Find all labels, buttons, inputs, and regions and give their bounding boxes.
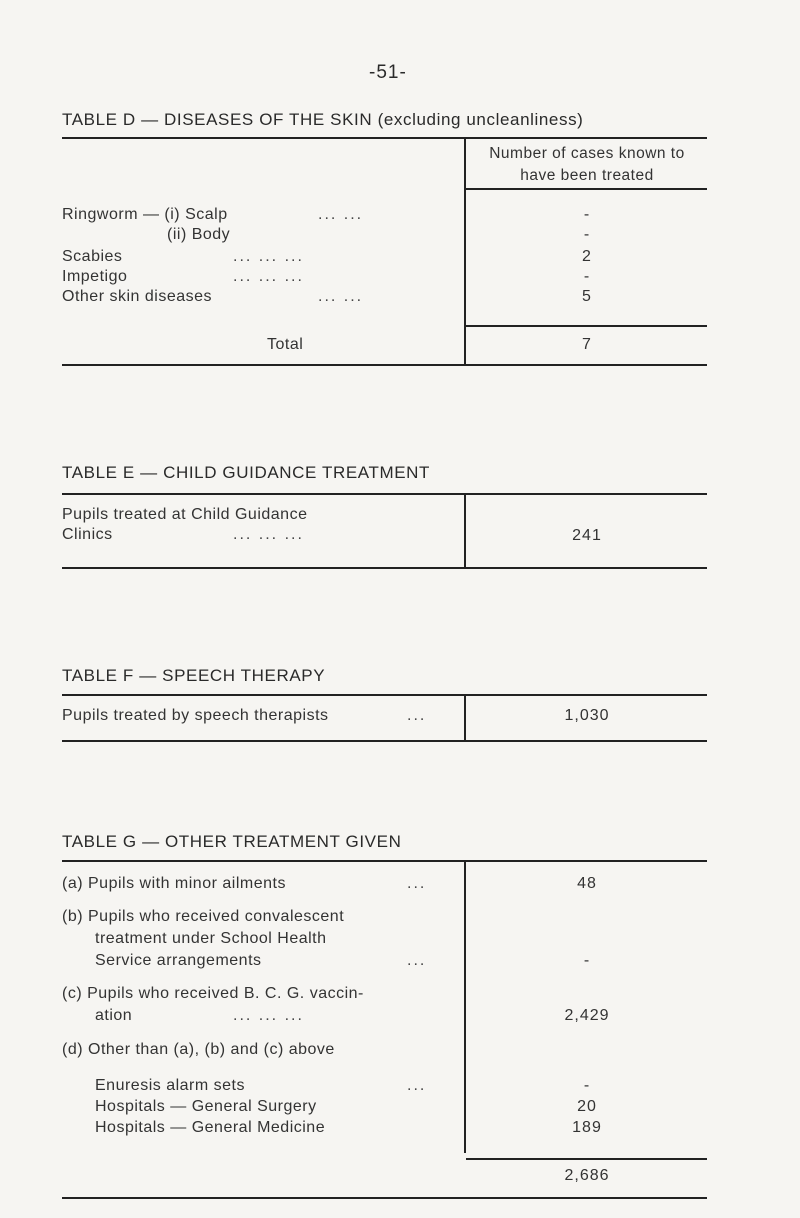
table-e-label-line1: Pupils treated at Child Guidance [62, 506, 308, 523]
table-g-row-b-value: - [583, 952, 591, 969]
table-f-column-divider [464, 694, 466, 742]
table-d-column-header [467, 143, 707, 187]
table-g-title: TABLE G — OTHER TREATMENT GIVEN [62, 832, 402, 851]
table-e-dots: ... ... ... [233, 526, 304, 543]
table-g-total-value: 2,686 [564, 1167, 610, 1184]
table-d-row-dots: ... ... [318, 288, 364, 305]
table-e-label-line2: Clinics [62, 526, 113, 543]
table-d-header-line2: have been treated [520, 167, 654, 184]
table-g-d-item-label: Hospitals — General Surgery [95, 1098, 317, 1115]
table-g-row-c-value: 2,429 [564, 1007, 610, 1024]
table-d-total-label: Total [267, 336, 304, 353]
table-d-row-label: Impetigo [62, 268, 128, 285]
table-g-row-a-dots: ... [407, 875, 427, 892]
table-e-bottom-rule [62, 567, 707, 569]
table-g-row-b-line1: (b) Pupils who received convalescent [62, 908, 345, 925]
table-g-d-item-label: Hospitals — General Medicine [95, 1119, 326, 1136]
table-d-row-label: Other skin diseases [62, 288, 213, 305]
table-d-column-divider [464, 137, 466, 365]
table-d-row-label: (ii) Body [167, 226, 231, 243]
table-d-row-dots: ... ... ... [233, 268, 304, 285]
table-g-total-rule [466, 1158, 707, 1160]
table-d-total-value: 7 [582, 336, 592, 353]
table-d-bottom-rule [62, 364, 707, 366]
table-d-row-label: Scabies [62, 248, 123, 265]
table-g-d-item-value: 20 [577, 1098, 597, 1115]
table-g-row-b-line2: treatment under School Health [95, 930, 327, 947]
table-g-row-c-dots: ... ... ... [233, 1007, 304, 1024]
table-g-row-a-label: (a) Pupils with minor ailments [62, 875, 286, 892]
table-f-top-rule [62, 694, 707, 696]
table-d-title [62, 110, 583, 130]
table-d-header-line1: Number of cases known to [489, 145, 685, 162]
table-g-row-c-line2: ation [95, 1007, 133, 1024]
table-e-column-divider [464, 493, 466, 569]
table-g-column-divider [464, 860, 466, 1153]
table-d-row-value: - [583, 268, 591, 285]
table-d-row-label: Ringworm — (i) Scalp [62, 206, 228, 223]
table-e-top-rule [62, 493, 707, 495]
table-f-dots: ... [407, 707, 427, 724]
table-d-top-rule [62, 137, 707, 139]
table-f-title: TABLE F — SPEECH THERAPY [62, 666, 326, 685]
table-g-bottom-rule [62, 1197, 707, 1199]
table-d-row-value: 2 [582, 248, 592, 265]
table-d-row-value: - [583, 206, 591, 223]
table-f-bottom-rule [62, 740, 707, 742]
table-d-title-suffix: (excluding uncleanliness) [377, 110, 584, 129]
table-g-row-d-label: (d) Other than (a), (b) and (c) above [62, 1041, 335, 1058]
table-d-row-dots: ... ... ... [233, 248, 304, 265]
table-f-label: Pupils treated by speech therapists [62, 707, 329, 724]
table-e-value: 241 [572, 527, 602, 544]
table-d-row-value: - [583, 226, 591, 243]
table-g-top-rule [62, 860, 707, 862]
page-number: -51- [369, 62, 407, 83]
table-g-row-b-dots: ... [407, 952, 427, 969]
table-d-title-main: TABLE D — DISEASES OF THE SKIN [62, 110, 373, 129]
table-f-value: 1,030 [564, 707, 610, 724]
table-d-total-rule [466, 325, 707, 327]
table-d-row-dots: ... ... [318, 206, 364, 223]
table-g-row-a-value: 48 [577, 875, 597, 892]
table-g-d-item-value: - [583, 1077, 591, 1094]
table-g-row-c-line1: (c) Pupils who received B. C. G. vaccin- [62, 985, 364, 1002]
table-g-d-item-dots: ... [407, 1077, 427, 1094]
table-e-title: TABLE E — CHILD GUIDANCE TREATMENT [62, 463, 431, 482]
table-g-d-item-label: Enuresis alarm sets [95, 1077, 245, 1094]
table-g-d-item-value: 189 [572, 1119, 602, 1136]
table-g-row-b-line3: Service arrangements [95, 952, 262, 969]
table-d-header-rule [466, 188, 707, 190]
table-d-row-value: 5 [582, 288, 592, 305]
